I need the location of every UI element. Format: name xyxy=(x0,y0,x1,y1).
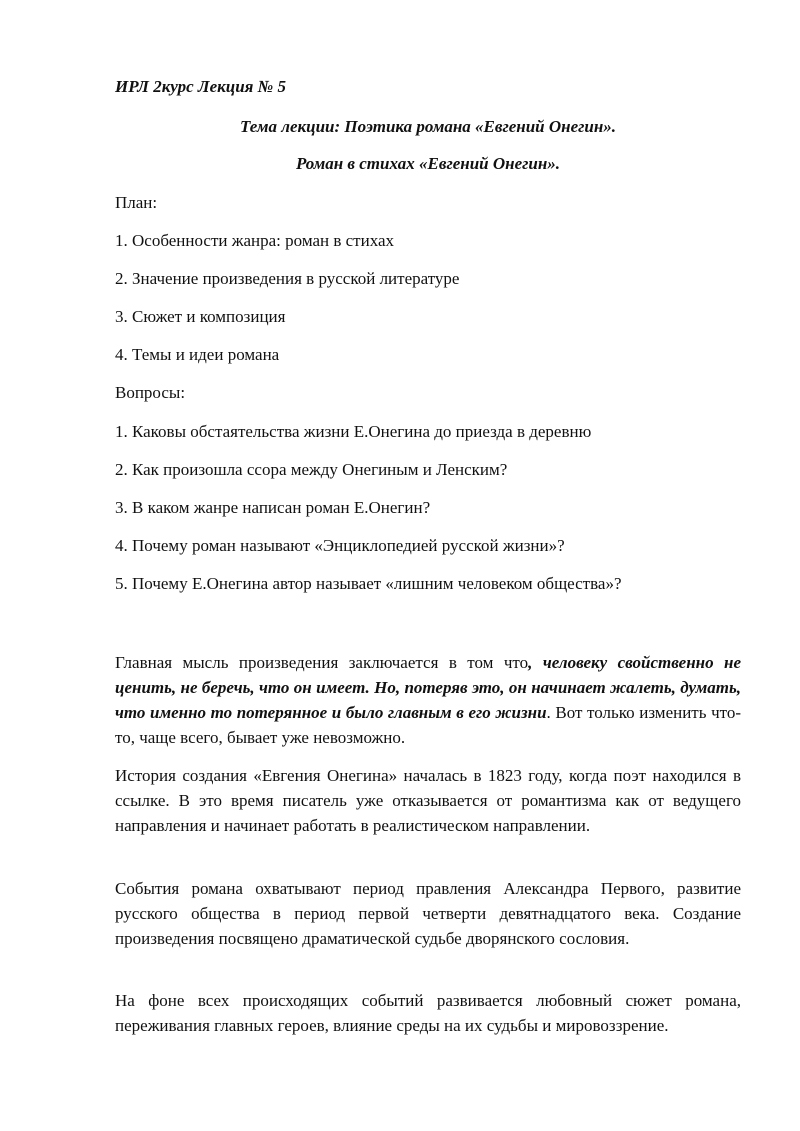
main-idea-paragraph xyxy=(115,650,741,750)
plan-item: 4. Темы и идеи романа xyxy=(115,345,280,364)
history-paragraph: История создания «Евгения Онегина» началась в 1823 году, когда поэт находился в ссылке. В это время писатель уже отказывается от романтизма как от ведущего направления и начинает работать в реалистическом направлении. xyxy=(115,766,741,835)
main-idea-intro: Главная мысль произведения заключается в том что xyxy=(115,653,529,672)
lecture-topic: Тема лекции: Поэтика романа «Евгений Онегин». xyxy=(239,117,617,136)
main-idea-ending: . Вот только изменить что-то, чаще всего, бывает уже невозможно. xyxy=(115,703,742,747)
question-item: 4. Почему роман называют «Энциклопедией русской жизни»? xyxy=(115,536,565,555)
question-item: 2. Как произошла ссора между Онегиным и Ленским? xyxy=(115,460,508,479)
question-item: 1. Каковы обстаятельства жизни Е.Онегина до приезда в деревню xyxy=(115,422,592,441)
main-idea-emphasis: , человеку свойственно не ценить, не беречь, что он имеет. Но, потеряв это, он начинает жалеть, думать, что именно то потерянное и было главным в его жизни xyxy=(115,653,741,722)
love-plot-paragraph: На фоне всех происходящих событий развивается любовный сюжет романа, переживания главных героев, влияние среды на их судьбы и мировоззрение. xyxy=(115,991,741,1035)
course-heading: ИРЛ 2курс Лекция № 5 xyxy=(115,77,286,96)
plan-item: 2. Значение произведения в русской литературе xyxy=(115,269,460,288)
plan-item: 3. Сюжет и композиция xyxy=(115,307,286,326)
plan-label: План: xyxy=(115,193,158,212)
question-item: 3. В каком жанре написан роман Е.Онегин? xyxy=(115,498,431,517)
events-paragraph: События романа охватывают период правления Александра Первого, развитие русского общества в период первой четверти девятнадцатого века. Создание произведения посвящено драматической судьбе дворянского сословия. xyxy=(115,879,741,948)
lecture-subtitle: Роман в стихах «Евгений Онегин». xyxy=(295,154,561,173)
questions-label: Вопросы: xyxy=(115,383,186,402)
question-item: 5. Почему Е.Онегина автор называет «лишним человеком общества»? xyxy=(115,574,622,593)
plan-item: 1. Особенности жанра: роман в стихах xyxy=(115,231,395,250)
